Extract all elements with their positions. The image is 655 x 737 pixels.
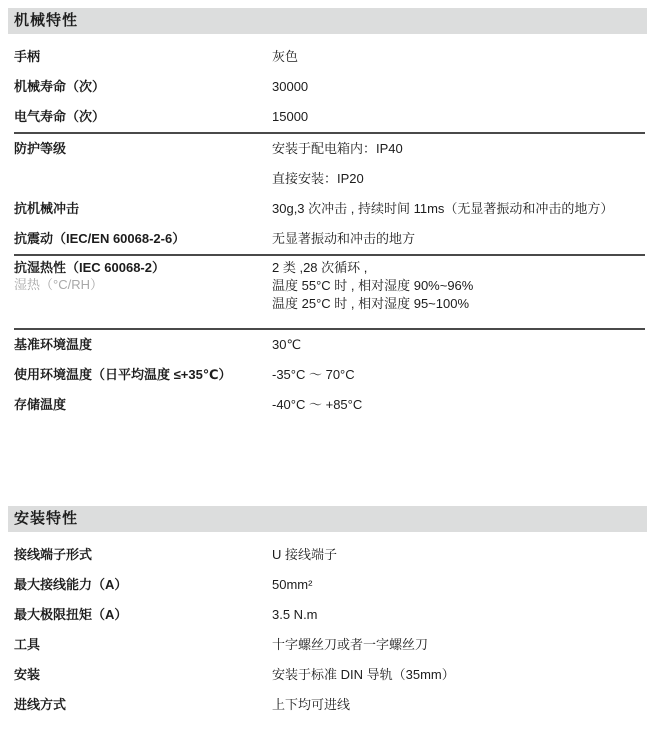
row-value: [272, 259, 645, 313]
row-value-line: 上下均可进线: [272, 697, 351, 712]
row-value: [272, 330, 645, 360]
table-row: [14, 390, 645, 420]
row-value: [272, 224, 645, 254]
row-value-line: 50mm²: [272, 577, 313, 592]
table-row: [14, 690, 645, 720]
row-label: 防护等级: [14, 141, 67, 156]
row-value-line: 30g,3 次冲击 , 持续时间 11ms（无显著振动和冲击的地方）: [272, 201, 614, 216]
section-title: 安装特性: [8, 506, 647, 532]
section-rows: [8, 42, 647, 420]
table-row: [14, 134, 645, 194]
row-value-line: 2 类 ,28 次循环 ,: [272, 260, 368, 275]
row-value: [272, 660, 645, 690]
section-installation: [8, 506, 647, 720]
table-row: [14, 256, 645, 328]
row-value: [272, 690, 645, 720]
row-label-sub: 湿热（°C/RH）: [14, 277, 103, 292]
section-mechanical: [8, 8, 647, 420]
row-value-line: -40°C ～ +85°C: [272, 397, 363, 412]
row-label: 使用环境温度（日平均温度 ≤+35℃）: [14, 367, 232, 382]
row-label: 抗震动（IEC/EN 60068-2-6）: [14, 231, 186, 246]
row-value: [272, 570, 645, 600]
table-row: [14, 42, 645, 72]
row-value: [272, 42, 645, 72]
row-value-line: 安装于配电箱内：IP40: [272, 141, 403, 156]
table-row: [14, 102, 645, 132]
row-value: [272, 360, 645, 390]
row-label: 工具: [14, 637, 41, 652]
row-label: 电气寿命（次）: [14, 109, 106, 124]
row-label: 抗机械冲击: [14, 201, 80, 216]
table-row: [14, 630, 645, 660]
row-label: 存储温度: [14, 397, 67, 412]
row-label: 基准环境温度: [14, 337, 93, 352]
row-label: 进线方式: [14, 697, 67, 712]
table-row: [14, 194, 645, 224]
row-label: 接线端子形式: [14, 547, 93, 562]
row-value-line: 温度 25°C 时 , 相对湿度 95~100%: [272, 296, 470, 311]
row-value-line: 温度 55°C 时 , 相对湿度 90%~96%: [272, 278, 474, 293]
row-label: 最大极限扭矩（A）: [14, 607, 128, 622]
row-value: [272, 540, 645, 570]
row-value-line: 15000: [272, 109, 309, 124]
row-value-line: 安装于标准 DIN 导轨（35mm）: [272, 667, 455, 682]
row-label-main: 抗湿热性（IEC 60068-2）: [14, 260, 165, 275]
table-row: [14, 224, 645, 254]
row-value-line: 30℃: [272, 337, 302, 352]
row-value: [272, 72, 645, 102]
row-label: 最大接线能力（A）: [14, 577, 128, 592]
table-row: [14, 72, 645, 102]
row-value: [272, 600, 645, 630]
table-row: [14, 660, 645, 690]
row-value-line: 灰色: [272, 49, 299, 64]
row-value-line: 3.5 N.m: [272, 607, 318, 622]
row-label: 手柄: [14, 49, 41, 64]
table-row: [14, 540, 645, 570]
row-value-line: -35°C ～ 70°C: [272, 367, 355, 382]
row-value-line: U 接线端子: [272, 547, 338, 562]
row-value: [272, 630, 645, 660]
row-value: [272, 390, 645, 420]
row-value: [272, 102, 645, 132]
section-gap: [8, 420, 647, 506]
table-row: [14, 570, 645, 600]
row-value-line: 30000: [272, 79, 309, 94]
row-value-line: 直接安装：IP20: [272, 171, 364, 186]
row-label: 安装: [14, 667, 41, 682]
table-row: [14, 330, 645, 360]
row-value: [272, 134, 645, 194]
table-row: [14, 600, 645, 630]
row-value-line: 无显著振动和冲击的地方: [272, 231, 416, 246]
section-title: 机械特性: [8, 8, 647, 34]
row-label: 机械寿命（次）: [14, 79, 106, 94]
row-value: [272, 194, 645, 224]
table-row: [14, 360, 645, 390]
section-rows: [8, 540, 647, 720]
row-value-line: 十字螺丝刀或者一字螺丝刀: [272, 637, 429, 652]
row-label: [14, 259, 272, 293]
